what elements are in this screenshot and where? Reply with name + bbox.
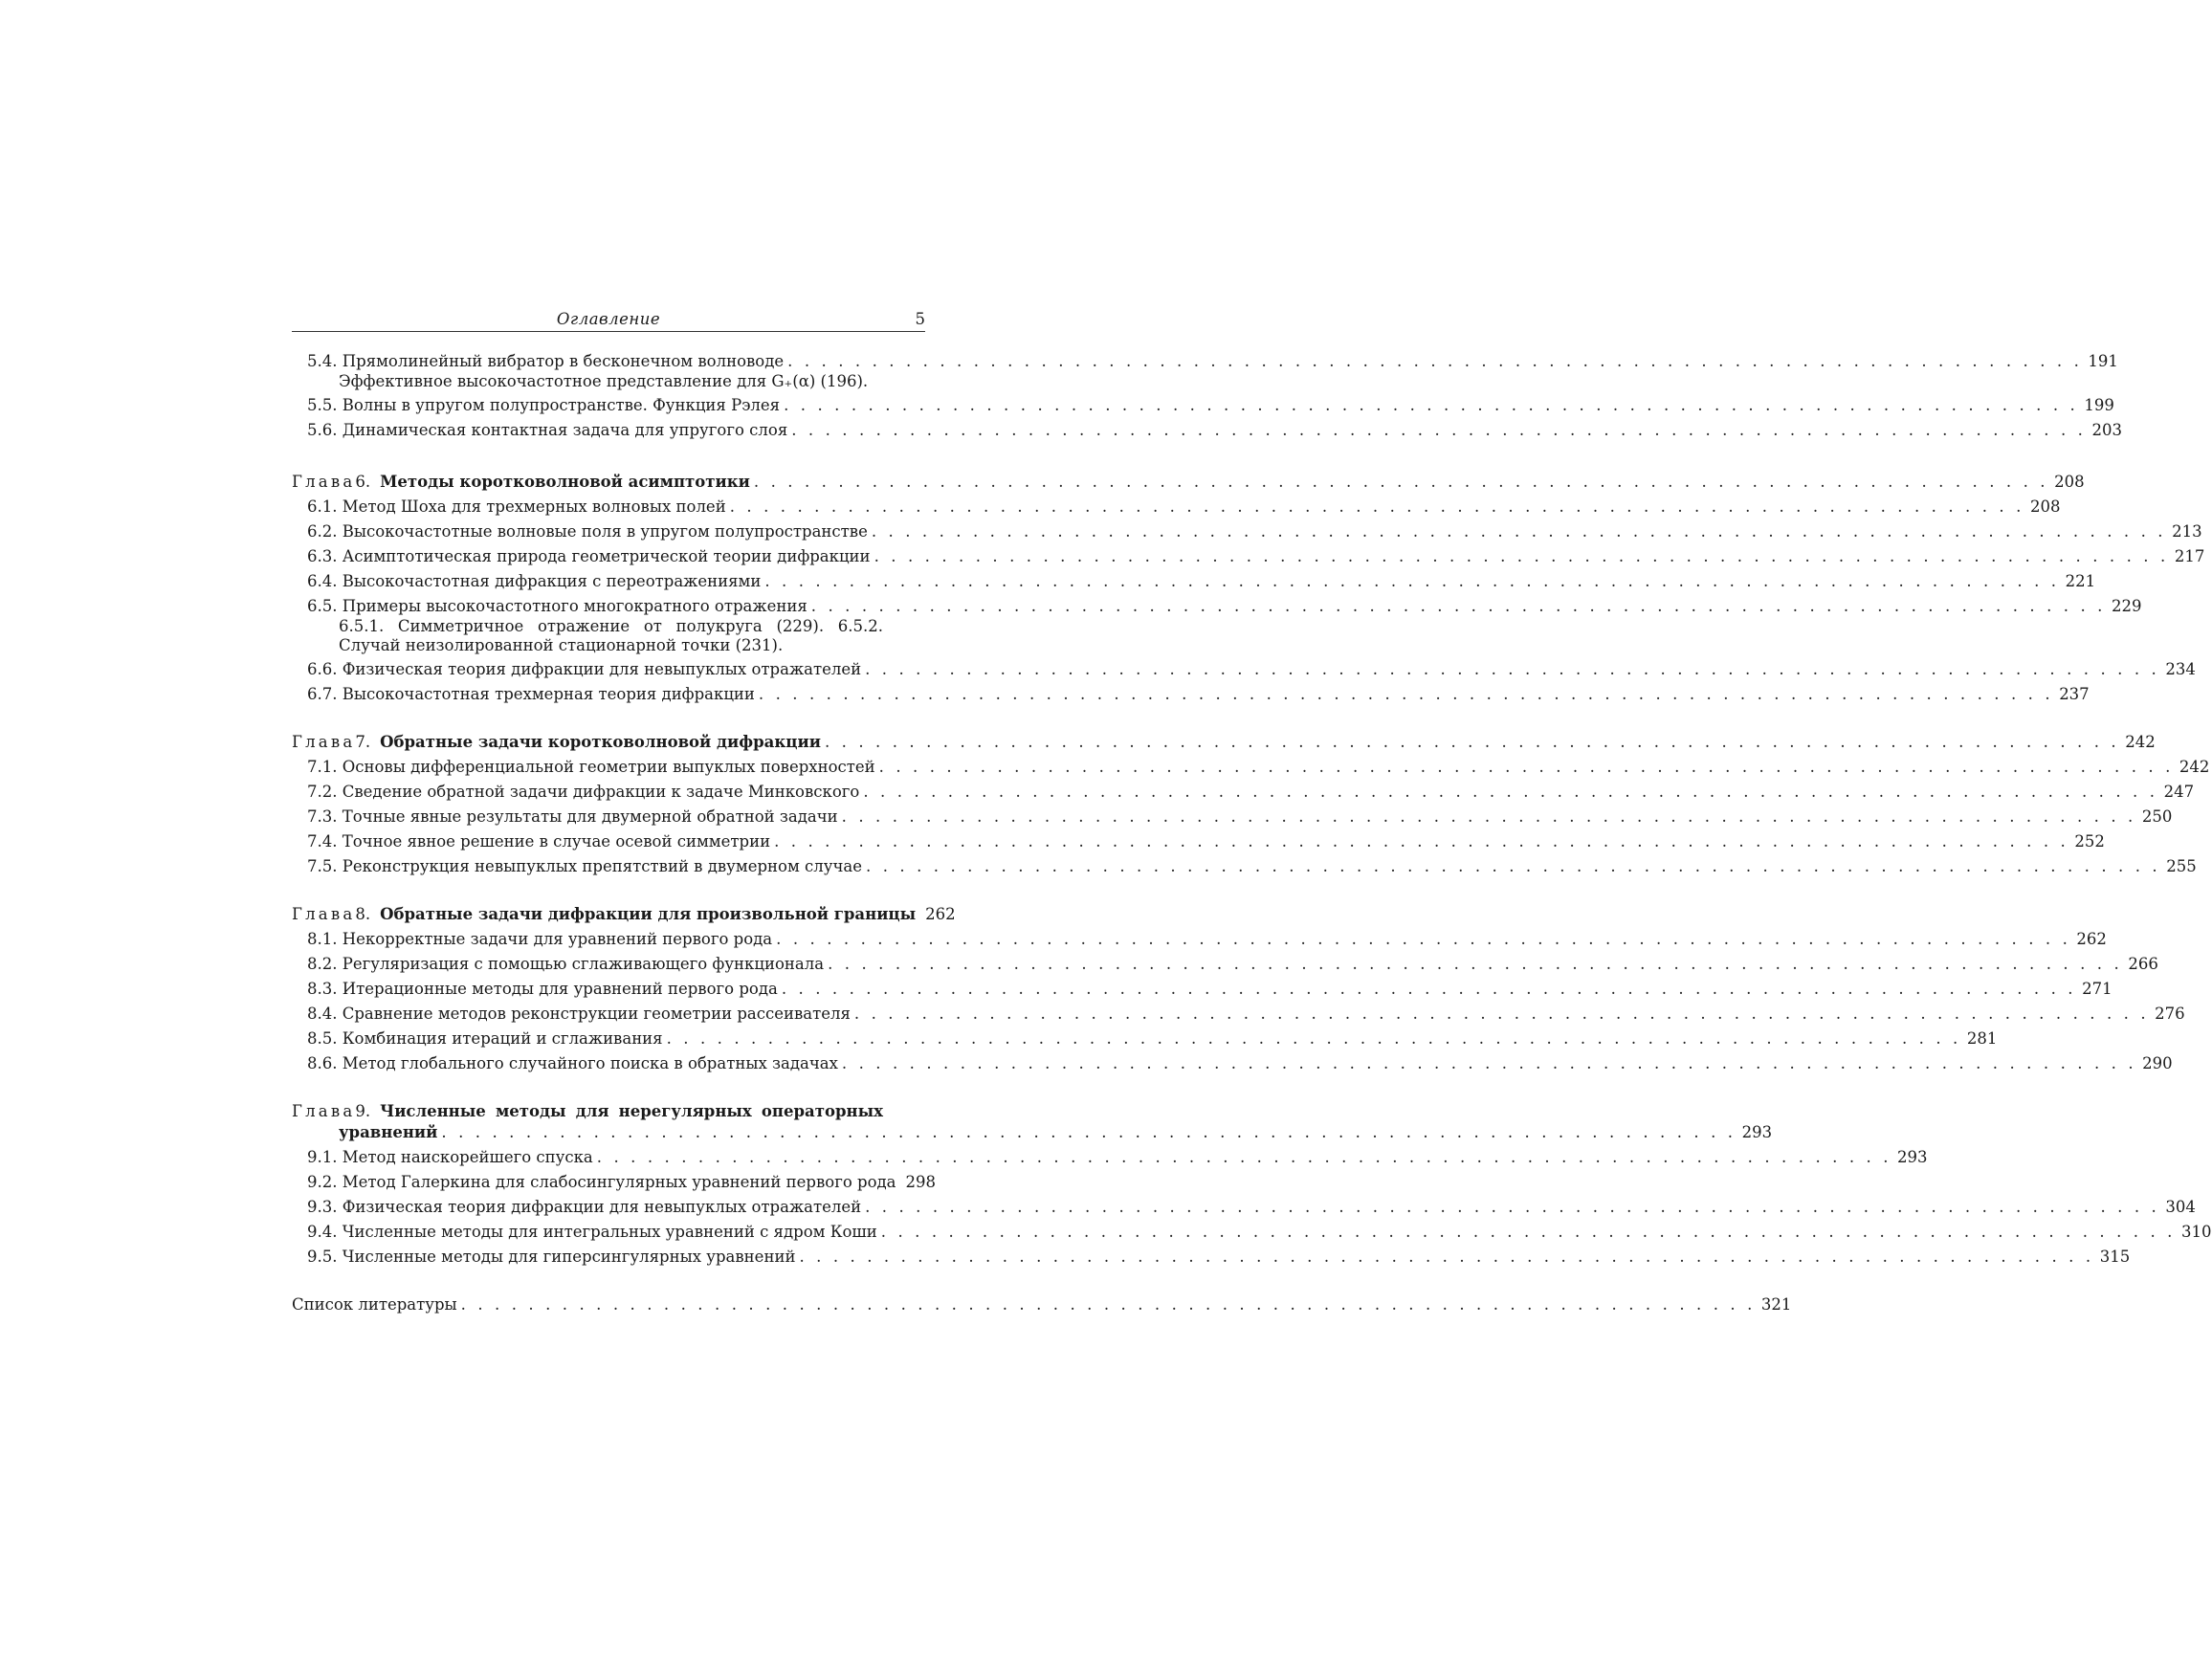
toc-entry[interactable] — [292, 684, 2090, 705]
dot-leader: . . . . . . . . . . . . . . . . . . . . . . . . . . . . . . . . . . . . . . . . . . . . . . . . . . . . . . . . . . . . . . . . . . . . . . . . . . . . . — [729, 497, 2024, 516]
dot-leader: . . . . . . . . . . . . . . . . . . . . . . . . . . . . . . . . . . . . . . . . . . . . . . . . . . . . . . . . . . . . . . . . . . . . . . . . . . . . . — [880, 1223, 2177, 1241]
section-page: 213 — [2172, 522, 2202, 541]
section-title: Метод Шоха для трехмерных волновых полей — [342, 497, 726, 516]
section-title: Сведение обратной задачи дифракции к задаче Минковского — [342, 783, 860, 801]
dot-leader: . . . . . . . . . . . . . . . . . . . . . . . . . . . . . . . . . . . . . . . . . . . . . . . . . . . . . . . . . . . . . . . . . . . . . . . . . . . . . — [596, 1148, 1892, 1166]
section-page: 203 — [2091, 421, 2122, 439]
dot-leader: . . . . . . . . . . . . . . . . . . . . . . . . . . . . . . . . . . . . . . . . . . . . . . . . . . . . . . . . . . . . . . . . . . . . . . . . . . . . . — [764, 572, 2060, 590]
dot-leader: . . . . . . . . . . . . . . . . . . . . . . . . . . . . . . . . . . . . . . . . . . . . . . . . . . . . . . . . . . . . . . . . . . . . . . . . . . . . . — [865, 1198, 2160, 1216]
section-number: 8.2. — [307, 955, 343, 973]
dot-leader: . . . . . . . . . . . . . . . . . . . . . . . . . . . . . . . . . . . . . . . . . . . . . . . . . . . . . . . . . . . . . . . . . . . . . . . . . . . . . — [460, 1295, 1756, 1314]
section-page: 310 — [2181, 1223, 2212, 1241]
section-title: Асимптотическая природа геометрической теории дифракции — [342, 547, 871, 565]
references-entry[interactable] — [292, 1294, 1792, 1315]
dot-leader: . . . . . . . . . . . . . . . . . . . . . . . . . . . . . . . . . . . . . . . . . . . . . . . . . . . . . . . . . . . . . . . . . . . . . . . . . . . . . — [865, 660, 2160, 678]
toc-entry[interactable] — [292, 659, 2196, 680]
toc-entry[interactable] — [292, 954, 2158, 975]
section-number: 8.1. — [307, 930, 343, 948]
toc-entry[interactable] — [292, 420, 2122, 441]
section-title: Точное явное решение в случае осевой симметрии — [342, 832, 771, 851]
dot-leader: . . . . . . . . . . . . . . . . . . . . . . . . . . . . . . . . . . . . . . . . . . . . . . . . . . . . . . . . . . . . . . . . . . . . . . . . . . . . . — [824, 733, 2120, 751]
section-title: Прямолинейный вибратор в бесконечном волноводе — [342, 352, 785, 370]
section-page: 229 — [2112, 597, 2142, 615]
dot-leader: . . . . . . . . . . . . . . . . . . . . . . . . . . . . . . . . . . . . . . . . . . . . . . . . . . . . . . . . . . . . . . . . . . . . . . . . . . . . . — [871, 522, 2167, 541]
toc-entry[interactable] — [292, 1197, 2196, 1218]
section-number: 7.5. — [307, 857, 343, 875]
dot-leader: . . . . . . . . . . . . . . . . . . . . . . . . . . . . . . . . . . . . . . . . . . . . . . . . . . . . . . . . . . . . . . . . . . . . . . . . . . . . . — [787, 352, 2083, 370]
section-page: 262 — [2076, 930, 2107, 948]
dot-leader: . . . . . . . . . . . . . . . . . . . . . . . . . . . . . . . . . . . . . . . . . . . . . . . . . . . . . . . . . . . . . . . . . . . . . . . . . . . . . — [799, 1248, 2094, 1266]
section-number: 6.3. — [307, 547, 343, 565]
chapter-title-end: уравнений — [339, 1123, 438, 1141]
chapter-page: 242 — [2125, 733, 2156, 751]
dot-leader: . . . . . . . . . . . . . . . . . . . . . . . . . . . . . . . . . . . . . . . . . . . . . . . . . . . . . . . . . . . . . . . . . . . . . . . . . . . . . — [753, 473, 2049, 491]
section-number: 8.4. — [307, 1005, 343, 1023]
section-page: 199 — [2084, 396, 2114, 414]
section-number: 6.5. — [307, 597, 343, 615]
dot-leader: . . . . . . . . . . . . . . . . . . . . . . . . . . . . . . . . . . . . . . . . . . . . . . . . . . . . . . . . . . . . . . . . . . . . . . . . . . . . . — [758, 685, 2054, 703]
chapter-8 — [292, 904, 2185, 1074]
chapter-page: 293 — [1741, 1123, 1773, 1141]
section-title: Физическая теория дифракции для невыпуклых отражателей — [342, 660, 862, 678]
section-page: 191 — [2088, 352, 2118, 370]
toc-entry[interactable] — [292, 1028, 1998, 1049]
section-title: Итерационные методы для уравнений первого рода — [342, 980, 778, 998]
chapter-page: 208 — [2054, 473, 2085, 491]
page-number: 5 — [915, 310, 925, 328]
chapter-title: Обратные задачи дифракции для произвольной границы — [380, 905, 917, 923]
dot-leader: . . . . . . . . . . . . . . . . . . . . . . . . . . . . . . . . . . . . . . . . . . . . . . . . . . . . . . . . . . . . . . . . . . . . . . . . . . . . . — [866, 857, 2161, 875]
section-page: 304 — [2165, 1198, 2196, 1216]
toc-entry[interactable] — [292, 596, 2142, 617]
section-number: 6.7. — [307, 685, 343, 703]
section-title: Динамическая контактная задача для упругого слоя — [342, 421, 788, 439]
section-number: 9.3. — [307, 1198, 343, 1216]
section-number: 8.5. — [307, 1029, 343, 1048]
toc-entry[interactable] — [292, 782, 2195, 803]
section-title: Регуляризация с помощью сглаживающего функционала — [342, 955, 825, 973]
toc-entry[interactable] — [292, 757, 2210, 778]
section-number: 6.2. — [307, 522, 343, 541]
dot-leader: . . . . . . . . . . . . . . . . . . . . . . . . . . . . . . . . . . . . . . . . . . . . . . . . . . . . . . . . . . . . . . . . . . . . . . . . . . . . . — [841, 1054, 2137, 1072]
section-title: Основы дифференциальной геометрии выпуклых поверхностей — [342, 758, 875, 776]
section-title: Высокочастотная дифракция с переотражениями — [342, 572, 762, 590]
section-number: 9.4. — [307, 1223, 343, 1241]
section-page: 293 — [1897, 1148, 1928, 1166]
section-title: Сравнение методов реконструкции геометрии рассеивателя — [342, 1005, 851, 1023]
section-page: 242 — [2179, 758, 2210, 776]
toc-page — [292, 308, 2212, 1319]
toc-entry[interactable] — [292, 1004, 2185, 1025]
section-page: 250 — [2141, 807, 2173, 826]
section-title: Метод наискорейшего спуска — [342, 1148, 593, 1166]
dot-leader: . . . . . . . . . . . . . . . . . . . . . . . . . . . . . . . . . . . . . . . . . . . . . . . . . . . . . . . . . . . . . . . . . . . . . . . . . . . . . — [853, 1005, 2150, 1023]
section-number: 6.4. — [307, 572, 343, 590]
section-number: 5.6. — [307, 421, 343, 439]
section-title: Комбинация итераций и сглаживания — [342, 1029, 663, 1048]
section-title: Реконструкция невыпуклых препятствий в двумерном случае — [342, 857, 862, 875]
toc-entry[interactable] — [292, 1222, 2212, 1243]
toc-entry[interactable] — [292, 546, 2205, 567]
toc-entry[interactable] — [292, 497, 2061, 518]
chapter-7 — [292, 732, 2210, 877]
section-title: Физическая теория дифракции для невыпуклых отражателей — [342, 1198, 862, 1216]
section-page: 237 — [2059, 685, 2090, 703]
section-page: 281 — [1966, 1029, 1998, 1048]
toc-entry[interactable] — [292, 929, 2107, 950]
section-page: 221 — [2065, 572, 2096, 590]
references-title: Список литературы — [292, 1295, 457, 1314]
section-page: 252 — [2074, 832, 2105, 851]
toc-entry[interactable] — [292, 806, 2173, 828]
chapter-number: 8. — [355, 905, 371, 923]
chapter-label: Глава — [292, 1102, 356, 1120]
chapter-label: Глава — [292, 733, 356, 751]
section-title: Высокочастотные волновые поля в упругом полупространстве — [342, 522, 868, 541]
references-page: 321 — [1760, 1295, 1792, 1314]
section-page: 276 — [2155, 1005, 2185, 1023]
section-number: 9.1. — [307, 1148, 343, 1166]
title-word: нерегулярных — [618, 1102, 752, 1120]
title-word: для — [575, 1102, 609, 1120]
section-number: 6.1. — [307, 497, 343, 516]
section-number: 7.2. — [307, 783, 343, 801]
section-page: 208 — [2029, 497, 2061, 516]
chapter-number: 6. — [355, 473, 371, 491]
toc-entry[interactable] — [292, 856, 2197, 877]
section-number: 6.6. — [307, 660, 343, 678]
dot-leader: . . . . . . . . . . . . . . . . . . . . . . . . . . . . . . . . . . . . . . . . . . . . . . . . . . . . . . . . . . . . . . . . . . . . . . . . . . . . . — [776, 930, 2071, 948]
section-title: Точные явные результаты для двумерной обратной задачи — [342, 807, 838, 826]
dot-leader: . . . . . . . . . . . . . . . . . . . . . . . . . . . . . . . . . . . . . . . . . . . . . . . . . . . . . . . . . . . . . . . . . . . . . . . . . . . . . — [784, 396, 2079, 414]
toc-entry[interactable] — [292, 831, 2105, 852]
dot-leader: . . . . . . . . . . . . . . . . . . . . . . . . . . . . . . . . . . . . . . . . . . . . . . . . . . . . . . . . . . . . . . . . . . . . . . . . . . . . . — [441, 1123, 1736, 1141]
section-page: 315 — [2099, 1248, 2131, 1266]
chapter-page: 262 — [925, 905, 956, 923]
chapter-heading[interactable] — [292, 472, 2085, 493]
dot-leader: . . . . . . . . . . . . . . . . . . . . . . . . . . . . . . . . . . . . . . . . . . . . . . . . . . . . . . . . . . . . . . . . . . . . . . . . . . . . . — [863, 783, 2158, 801]
chapter-heading[interactable] — [292, 904, 956, 925]
dot-leader: . . . . . . . . . . . . . . . . . . . . . . . . . . . . . . . . . . . . . . . . . . . . . . . . . . . . . . . . . . . . . . . . . . . . . . . . . . . . . — [878, 758, 2174, 776]
section-title: Численные методы для интегральных уравнений с ядром Коши — [342, 1223, 877, 1241]
section-page: 290 — [2142, 1054, 2173, 1072]
dot-leader: . . . . . . . . . . . . . . . . . . . . . . . . . . . . . . . . . . . . . . . . . . . . . . . . . . . . . . . . . . . . . . . . . . . . . . . . . . . . . — [774, 832, 2069, 851]
section-title: Некорректные задачи для уравнений первого рода — [342, 930, 773, 948]
chapter-title: Методы коротковолновой асимптотики — [380, 473, 750, 491]
dot-leader: . . . . . . . . . . . . . . . . . . . . . . . . . . . . . . . . . . . . . . . . . . . . . . . . . . . . . . . . . . . . . . . . . . . . . . . . . . . . . — [666, 1029, 1961, 1048]
dot-leader: . . . . . . . . . . . . . . . . . . . . . . . . . . . . . . . . . . . . . . . . . . . . . . . . . . . . . . . . . . . . . . . . . . . . . . . . . . . . . — [874, 547, 2169, 565]
section-number: 8.6. — [307, 1054, 343, 1072]
toc-entry[interactable] — [292, 521, 2202, 542]
section-number: 5.5. — [307, 396, 343, 414]
chapter-5-sections — [292, 351, 2122, 441]
chapter-number: 9. — [355, 1102, 371, 1120]
running-title: Оглавление — [556, 310, 661, 328]
subsection-list: 6.5.1. Симметричное отражение от полукруга (229). 6.5.2. Случай неизолированной стационарной точки (231). — [339, 617, 883, 654]
toc-entry[interactable] — [292, 351, 2118, 372]
chapter-title — [380, 1101, 925, 1122]
section-number: 9.5. — [307, 1248, 343, 1266]
toc-entry[interactable] — [292, 571, 2096, 592]
section-title: Высокочастотная трехмерная теория дифракции — [342, 685, 755, 703]
title-word: операторных — [761, 1102, 883, 1120]
section-page: 247 — [2163, 783, 2195, 801]
toc-entry[interactable] — [292, 395, 2114, 416]
chapter-heading-continuation[interactable] — [292, 1122, 1773, 1143]
title-word: методы — [495, 1102, 566, 1120]
section-number: 7.3. — [307, 807, 343, 826]
section-number: 5.4. — [307, 352, 343, 370]
section-number: 7.1. — [307, 758, 343, 776]
section-page: 271 — [2082, 980, 2112, 998]
section-title: Волны в упругом полупространстве. Функция Рэлея — [342, 396, 781, 414]
subsection-list: Эффективное высокочастотное представление для G₊(α) (196). — [339, 372, 869, 390]
toc-entry[interactable] — [292, 1172, 937, 1193]
running-header — [292, 308, 925, 332]
dot-leader: . . . . . . . . . . . . . . . . . . . . . . . . . . . . . . . . . . . . . . . . . . . . . . . . . . . . . . . . . . . . . . . . . . . . . . . . . . . . . — [781, 980, 2077, 998]
section-page: 255 — [2166, 857, 2197, 875]
section-number: 7.4. — [307, 832, 343, 851]
section-number: 8.3. — [307, 980, 343, 998]
dot-leader: . . . . . . . . . . . . . . . . . . . . . . . . . . . . . . . . . . . . . . . . . . . . . . . . . . . . . . . . . . . . . . . . . . . . . . . . . . . . . — [828, 955, 2123, 973]
chapter-label: Глава — [292, 473, 356, 491]
toc-entry[interactable] — [292, 979, 2112, 1000]
toc-entry[interactable] — [292, 1247, 2131, 1268]
section-page: 217 — [2174, 547, 2205, 565]
section-title: Численные методы для гиперсингулярных уравнений — [342, 1248, 796, 1266]
dot-leader: . . . . . . . . . . . . . . . . . . . . . . . . . . . . . . . . . . . . . . . . . . . . . . . . . . . . . . . . . . . . . . . . . . . . . . . . . . . . . — [841, 807, 2136, 826]
section-title: Метод Галеркина для слабосингулярных уравнений первого рода — [342, 1173, 896, 1191]
dot-leader: . . . . . . . . . . . . . . . . . . . . . . . . . . . . . . . . . . . . . . . . . . . . . . . . . . . . . . . . . . . . . . . . . . . . . . . . . . . . . — [810, 597, 2107, 615]
section-title: Метод глобального случайного поиска в обратных задачах — [342, 1054, 838, 1072]
section-title: Примеры высокочастотного многократного отражения — [342, 597, 807, 615]
toc-entry[interactable] — [292, 1147, 1928, 1168]
chapter-label: Глава — [292, 905, 356, 923]
section-page: 234 — [2165, 660, 2196, 678]
dot-leader: . . . . . . . . . . . . . . . . . . . . . . . . . . . . . . . . . . . . . . . . . . . . . . . . . . . . . . . . . . . . . . . . . . . . . . . . . . . . . — [791, 421, 2087, 439]
toc-entry[interactable] — [292, 1053, 2173, 1074]
table-of-contents — [292, 351, 2212, 1315]
chapter-9 — [292, 1101, 2212, 1268]
chapter-title: Обратные задачи коротковолновой дифракции — [380, 733, 821, 751]
chapter-6 — [292, 472, 2205, 705]
chapter-number: 7. — [355, 733, 371, 751]
section-number: 9.2. — [307, 1173, 343, 1191]
chapter-heading[interactable] — [292, 1101, 925, 1122]
chapter-heading[interactable] — [292, 732, 2156, 753]
section-page: 266 — [2128, 955, 2158, 973]
section-page: 298 — [905, 1173, 937, 1191]
title-word: Численные — [380, 1102, 486, 1120]
